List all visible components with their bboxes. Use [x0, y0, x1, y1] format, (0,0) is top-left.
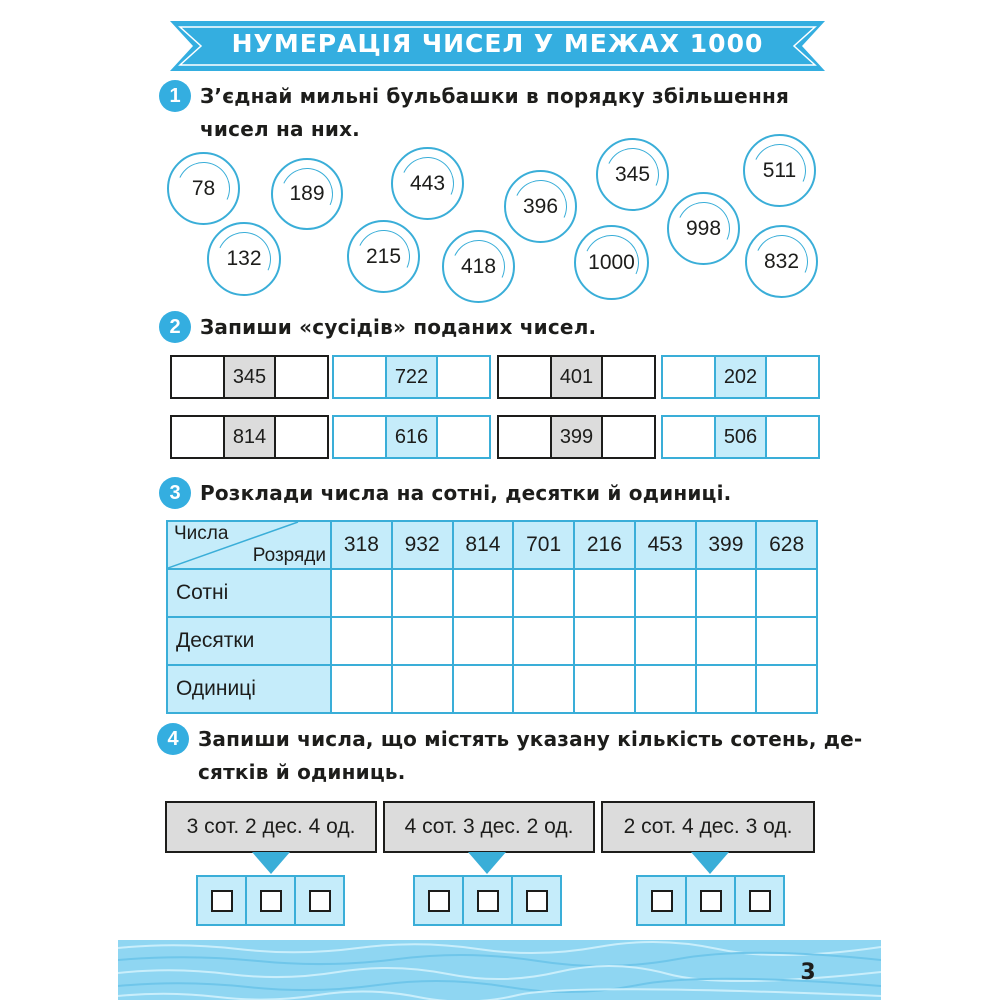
digit-box[interactable] [462, 875, 513, 926]
arrow-down-icon [252, 852, 290, 874]
answer-cell[interactable] [756, 617, 817, 665]
answer-cell[interactable] [392, 665, 453, 713]
task-4-text-line2: сятків й одиниць. [198, 760, 406, 784]
neighbours-group [661, 415, 820, 459]
bubble[interactable] [207, 222, 281, 296]
digit-box[interactable] [636, 875, 687, 926]
bubble[interactable] [596, 138, 669, 211]
row-label-units: Одиниці [167, 665, 331, 713]
bubble[interactable] [504, 170, 577, 243]
digit-box[interactable] [685, 875, 736, 926]
answer-cell[interactable] [696, 617, 757, 665]
table-column-header: 216 [574, 521, 635, 569]
neighbours-group [332, 415, 491, 459]
digit-box[interactable] [734, 875, 785, 926]
left-neighbour-box[interactable] [663, 357, 714, 397]
digit-box[interactable] [196, 875, 247, 926]
right-neighbour-box[interactable] [438, 357, 489, 397]
answer-cell[interactable] [513, 617, 574, 665]
given-number: 401 [550, 357, 603, 397]
title-banner [170, 15, 825, 73]
table-column-header: 399 [696, 521, 757, 569]
bubble-number: 832 [763, 249, 800, 273]
water-texture [118, 940, 881, 1000]
table-column-header: 814 [453, 521, 514, 569]
answer-cell[interactable] [331, 569, 392, 617]
left-neighbour-box[interactable] [663, 417, 714, 457]
bubble-number: 511 [762, 158, 797, 182]
task-1-text-line2: чисел на них. [200, 117, 360, 141]
given-number: 202 [714, 357, 767, 397]
bubble[interactable] [271, 158, 343, 230]
bubble[interactable] [667, 192, 740, 265]
bubble[interactable] [743, 134, 816, 207]
right-neighbour-box[interactable] [767, 357, 818, 397]
square-icon [260, 890, 282, 912]
table-column-header: 701 [513, 521, 574, 569]
corner-label-places: Розряди [252, 545, 326, 566]
task-1-text [200, 80, 789, 146]
left-neighbour-box[interactable] [499, 417, 550, 457]
bubble[interactable] [442, 230, 515, 303]
arrow-down-icon [691, 852, 729, 874]
left-neighbour-box[interactable] [499, 357, 550, 397]
task-3-text: Розклади числа на сотні, десятки й одиниці. [200, 481, 732, 505]
square-icon [749, 890, 771, 912]
neighbours-group [661, 355, 820, 399]
answer-cell[interactable] [331, 617, 392, 665]
bubble-number: 443 [409, 171, 446, 195]
task-1-text-line1: З’єднай мильні бульбашки в порядку збільшення [200, 84, 790, 108]
right-neighbour-box[interactable] [276, 417, 327, 457]
answer-cell[interactable] [635, 617, 696, 665]
answer-cell[interactable] [574, 617, 635, 665]
answer-cell[interactable] [635, 665, 696, 713]
answer-cell[interactable] [756, 569, 817, 617]
task-4-text-line1: Запиши числа, що містять указану кількість сотень, де- [198, 727, 863, 751]
bubble[interactable] [167, 152, 240, 225]
answer-cell[interactable] [574, 569, 635, 617]
arrow-down-icon [468, 852, 506, 874]
answer-digits [196, 875, 343, 926]
given-number: 345 [223, 357, 276, 397]
digit-box[interactable] [511, 875, 562, 926]
bubble-number: 189 [289, 182, 325, 205]
table-row [167, 665, 817, 713]
table-corner-cell [167, 521, 331, 569]
bubble[interactable] [574, 225, 649, 300]
square-icon [651, 890, 673, 912]
answer-digits [413, 875, 560, 926]
bubble-number: 78 [191, 176, 216, 200]
bubble-number: 998 [685, 216, 722, 240]
left-neighbour-box[interactable] [172, 417, 223, 457]
answer-cell[interactable] [453, 617, 514, 665]
table-column-header: 318 [331, 521, 392, 569]
bubble-number: 345 [614, 162, 651, 186]
answer-cell[interactable] [513, 569, 574, 617]
answer-cell[interactable] [453, 569, 514, 617]
answer-cell[interactable] [696, 569, 757, 617]
table-column-header: 628 [756, 521, 817, 569]
task-4-text [198, 723, 862, 789]
answer-cell[interactable] [635, 569, 696, 617]
task-1-number: 1 [159, 80, 191, 112]
square-icon [477, 890, 499, 912]
page-title: НУМЕРАЦІЯ ЧИСЕЛ У МЕЖАХ 1000 [231, 29, 764, 58]
left-neighbour-box[interactable] [172, 357, 223, 397]
given-number: 399 [550, 417, 603, 457]
left-neighbour-box[interactable] [334, 357, 385, 397]
footer-water-band [118, 940, 881, 1000]
answer-cell[interactable] [513, 665, 574, 713]
left-neighbour-box[interactable] [334, 417, 385, 457]
bubble[interactable] [745, 225, 818, 298]
answer-cell[interactable] [392, 569, 453, 617]
right-neighbour-box[interactable] [603, 417, 654, 457]
digit-box[interactable] [245, 875, 296, 926]
given-number: 616 [385, 417, 438, 457]
digit-box[interactable] [294, 875, 345, 926]
expression-box: 4 сот. 3 дес. 2 од. [383, 801, 595, 853]
right-neighbour-box[interactable] [276, 357, 327, 397]
table-row [167, 617, 817, 665]
task-2-number: 2 [159, 311, 191, 343]
answer-digits [636, 875, 783, 926]
row-label-tens: Десятки [167, 617, 331, 665]
square-icon [700, 890, 722, 912]
neighbours-group [497, 415, 656, 459]
bubble[interactable] [391, 147, 464, 220]
bubble[interactable] [347, 220, 420, 293]
given-number: 506 [714, 417, 767, 457]
square-icon [526, 890, 548, 912]
table-row [167, 569, 817, 617]
given-number: 814 [223, 417, 276, 457]
bubble-number: 396 [522, 194, 559, 218]
answer-cell[interactable] [696, 665, 757, 713]
page-number: 3 [800, 960, 816, 985]
task-4-number: 4 [157, 723, 189, 755]
corner-label-numbers: Числа [174, 523, 229, 544]
neighbours-group [170, 415, 329, 459]
row-label-hundreds: Сотні [167, 569, 331, 617]
bubble-number: 215 [365, 244, 402, 268]
answer-cell[interactable] [392, 617, 453, 665]
place-value-table [166, 520, 818, 714]
bubble-number: 132 [226, 247, 262, 270]
square-icon [309, 890, 331, 912]
bubble-number: 418 [460, 254, 497, 278]
answer-cell[interactable] [756, 665, 817, 713]
table-header-row [167, 521, 817, 569]
neighbours-group [170, 355, 329, 399]
task-3-number: 3 [159, 477, 191, 509]
square-icon [211, 890, 233, 912]
task-2-text: Запиши «сусідів» поданих чисел. [200, 315, 597, 339]
answer-cell[interactable] [574, 665, 635, 713]
table-column-header: 453 [635, 521, 696, 569]
expression-box: 3 сот. 2 дес. 4 од. [165, 801, 377, 853]
digit-box[interactable] [413, 875, 464, 926]
neighbours-group [332, 355, 491, 399]
right-neighbour-box[interactable] [767, 417, 818, 457]
table-column-header: 932 [392, 521, 453, 569]
right-neighbour-box[interactable] [603, 357, 654, 397]
bubble-number: 1000 [588, 250, 635, 274]
neighbours-group [497, 355, 656, 399]
right-neighbour-box[interactable] [438, 417, 489, 457]
answer-cell[interactable] [331, 665, 392, 713]
given-number: 722 [385, 357, 438, 397]
answer-cell[interactable] [453, 665, 514, 713]
square-icon [428, 890, 450, 912]
expression-box: 2 сот. 4 дес. 3 од. [601, 801, 815, 853]
